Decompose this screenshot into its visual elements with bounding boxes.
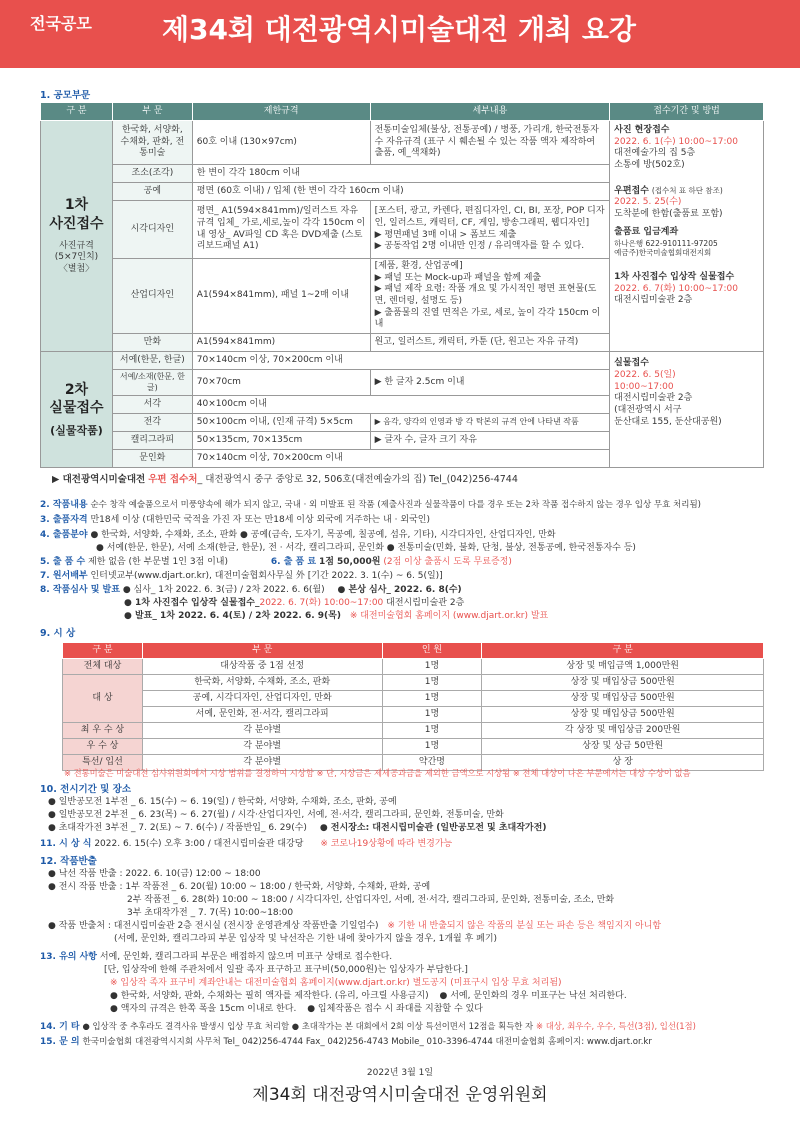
detail-cell: ▶ 음각, 양각의 인영과 방 각 탁본의 규격 안에 나타낸 작품 bbox=[370, 413, 610, 431]
reception-text: 하나은행 622-910111-97205 bbox=[614, 238, 718, 248]
footer-organizer: 제34회 대전광역시미술대전 운영위원회 bbox=[252, 1085, 548, 1105]
section-12-line: (서예, 문인화, 캘리그라피 부문 입상작 및 낙선작은 기한 내에 찾아가지 않을 경우, 1개월 후 폐기) bbox=[114, 934, 498, 944]
footer-date: 2022년 3월 1일 bbox=[366, 1068, 434, 1078]
size-cell: 50×135cm, 70×135cm bbox=[192, 431, 370, 449]
col-header: 구 분 bbox=[41, 103, 113, 121]
size-cell: A1(594×841mm) bbox=[192, 334, 370, 352]
reception-title: 우편접수 bbox=[614, 185, 649, 196]
reception-text: 대전예술가의 집 5층 bbox=[614, 148, 696, 159]
section-label: 5. 출 품 수 bbox=[40, 557, 86, 567]
reception-cell-2 bbox=[610, 352, 764, 468]
award-prize: 상장 및 상금 50만원 bbox=[482, 739, 764, 755]
award-name: 특선/ 입선 bbox=[63, 755, 143, 771]
section-text: 서예, 문인화, 캘리그라피 부문은 배접하지 않으며 미표구 상태로 접수한다. bbox=[99, 952, 393, 962]
size-cell: 평면_ A1(594×841mm)/일러스트 자유규격 입체_ 가로,세로,높이 각각 150cm 이내 영상_ AV파일 CD 혹은 DVD제출 (스토리보드패널 A1) bbox=[192, 201, 370, 259]
detail-cell: 원고, 일러스트, 캐릭터, 카툰 (단, 원고는 자유 규격) bbox=[370, 334, 610, 352]
section-note: (2점 이상 출품시 도록 무료증정) bbox=[383, 557, 512, 567]
award-count: 1명 bbox=[382, 675, 482, 691]
section-text: ● 전시장소: 대전시립미술관 (일반공모전 및 초대작가전) bbox=[319, 823, 547, 833]
col-header: 인 원 bbox=[382, 643, 482, 659]
section-2 bbox=[40, 500, 701, 512]
award-field: 대상작품 중 1점 선정 bbox=[142, 659, 382, 675]
reception-cell-1 bbox=[610, 121, 764, 352]
reception-text: 대전시립미술관 2층 bbox=[614, 295, 693, 306]
reception-text: 도착분에 한함(출품료 포함) bbox=[614, 209, 723, 220]
section-13-line: [단, 입상작에 한해 주관처에서 일괄 족자 표구하고 표구비(50,000원)는 입상자가 부담한다.] bbox=[104, 965, 468, 975]
sub-cell: 서예/소재(한문, 한글) bbox=[112, 370, 192, 396]
section-label: 14. 기 타 bbox=[40, 1022, 80, 1032]
section-label: 3. 출품자격 bbox=[40, 515, 88, 525]
section-label: 13. 유의 사항 bbox=[40, 952, 97, 962]
section-4 bbox=[40, 530, 556, 542]
section-text: ● 발표_ 1차 2022. 6. 4(토) / 2차 2022. 6. 9(목) bbox=[124, 611, 341, 621]
award-field: 공예, 시각디자인, 산업디자인, 만화 bbox=[142, 691, 382, 707]
section-10-line: ● 일반공모전 1부전 _ 6. 15(수) ~ 6. 19(일) / 한국화, 서양화, 수채화, 조소, 판화, 공예 bbox=[48, 797, 397, 807]
col-header: 세부내용 bbox=[370, 103, 610, 121]
detail-line: [제품, 환경, 산업공예] bbox=[374, 261, 463, 271]
detail-cell bbox=[370, 259, 610, 334]
award-name: 최 우 수 상 bbox=[63, 723, 143, 739]
detail-line: ▶ 공동작업 2명 이내만 인정 / 유리액자를 할 수 있다. bbox=[374, 241, 585, 252]
section-text: ● 입체작품은 접수 시 좌대를 지참할 수 있다 bbox=[307, 1004, 483, 1014]
mail-text: _ 대전광역시 중구 중앙로 32, 506호(대전예술가의 집) Tel_(042)256-4744 bbox=[197, 474, 518, 485]
section-text: 2022. 6. 15(수) 오후 3:00 / 대전시립미술관 대강당 bbox=[94, 839, 304, 849]
mail-address bbox=[52, 474, 518, 486]
section-14 bbox=[40, 1021, 696, 1034]
detail-line: ▶ 평면패널 3매 이내 > 폼보드 제출 bbox=[374, 229, 517, 240]
section-12-line: 2부 작품전 _ 6. 28(화) 10:00 ~ 18:00 / 시각디자인, 산업디자인, 서예, 전·서각, 캘리그라피, 문인화, 전통미술, 조소, 만화 bbox=[127, 895, 615, 905]
cat2-line: (실물작품) bbox=[50, 423, 103, 437]
page-title: 제34회 대전광역시미술대전 개최 요강 bbox=[162, 13, 636, 46]
section-text: 만18세 이상 (대한민국 국적을 가진 자 또는 만18세 이상 외국에 거주하는 내 · 외국인) bbox=[90, 515, 430, 525]
cat1-line: (5×7인치) bbox=[54, 252, 99, 263]
section-13 bbox=[40, 952, 392, 964]
reception-date: 2022. 5. 25(수) bbox=[614, 197, 682, 208]
section-label: 7. 원서배부 bbox=[40, 571, 88, 581]
section-13-note: ※ 입상작 족자 표구비 계좌안내는 대전미술협회 홈페이지(www.djart.or.kr) 별도공지 (미표구시 입상 무효 처리됨) bbox=[110, 978, 562, 988]
size-cell: 70×140cm 이상, 70×200cm 이내 bbox=[192, 449, 609, 467]
section-8-line3 bbox=[124, 611, 548, 623]
section-12-title: 12. 작품반출 bbox=[40, 856, 97, 867]
reception-date: 2022. 6. 7(화) 10:00~17:00 bbox=[614, 283, 738, 294]
award-count: 1명 bbox=[382, 723, 482, 739]
section-label: 6. 출 품 료 bbox=[270, 557, 317, 567]
section-label: 15. 문 의 bbox=[40, 1037, 80, 1047]
section-7 bbox=[40, 571, 443, 583]
section-note: ※ 대상, 최우수, 우수, 특선(3점), 입선(1점) bbox=[536, 1021, 696, 1031]
section-13-line bbox=[110, 1004, 483, 1016]
section-label: 2. 작품내용 bbox=[40, 500, 88, 510]
cat1-line: 1차 bbox=[64, 197, 89, 214]
reception-text: (대전광역시 서구 bbox=[614, 404, 682, 415]
award-count: 1명 bbox=[382, 691, 482, 707]
section-15 bbox=[40, 1037, 652, 1049]
section-4-line2: ● 서예(한문, 한문), 서예 소재(한글, 한문), 전 · 서각, 캘리그라피, 문인화 ● 전통미술(민화, 불화, 단청, 불상, 전통공예, 한국전통자수 등) bbox=[96, 543, 636, 553]
mail-prefix: ▶ 대전광역시미술대전 bbox=[52, 474, 146, 485]
award-name: 전체 대상 bbox=[63, 659, 143, 675]
section-text: ● 초대작가전 3부전 _ 7. 2(토) ~ 7. 6(수) / 작품반입_ 6. 29(수) bbox=[48, 823, 307, 833]
detail-cell: ▶ 글자 수, 글자 크기 자유 bbox=[370, 431, 610, 449]
award-count: 약간명 bbox=[382, 755, 482, 771]
award-prize: 상장 및 매입금액 1,000만원 bbox=[482, 659, 764, 675]
cat1-line: 사진접수 bbox=[49, 215, 104, 232]
reception-date: 2022. 6. 1(수) 10:00~17:00 bbox=[614, 136, 738, 147]
category-1 bbox=[41, 121, 113, 352]
reception-text: 예금주)한국미술협회대전지회 bbox=[614, 248, 712, 258]
detail-line: [포스터, 광고, 카렌다, 편집디자인, CI, BI, 포장, POP 디자인, 일러스트, 캐릭터, CF, 게임, 방송그래픽, 웹디자인] bbox=[374, 206, 605, 228]
award-prize: 상장 및 매입상금 500만원 bbox=[482, 707, 764, 723]
award-count: 1명 bbox=[382, 707, 482, 723]
size-cell: 평면 (60호 이내) / 입체 (한 변이 각각 160cm 이내) bbox=[192, 183, 609, 201]
award-name: 대 상 bbox=[63, 675, 143, 723]
detail-cell: 전통미술입체(불상, 전통공예) / 병풍, 가리개, 한국전통자수 자유규격 (표구 시 훼손될 수 있는 작품 액자 제작하여 출품, 예_색채화) bbox=[370, 121, 610, 165]
size-cell: 70×140cm 이상, 70×200cm 이내 bbox=[192, 352, 609, 370]
section-text: 대전시립미술관 2층 bbox=[383, 598, 465, 608]
reception-title: 1차 사진접수 입상작 실물접수 bbox=[614, 272, 735, 282]
section-3 bbox=[40, 515, 430, 527]
section-text: ● 액자의 규격은 한쪽 폭을 15cm 이내로 한다. bbox=[110, 1004, 297, 1014]
section-8-line2 bbox=[124, 598, 464, 610]
size-cell: 한 변이 각각 180cm 이내 bbox=[192, 165, 609, 183]
sub-cell: 서예(한문, 한글) bbox=[112, 352, 192, 370]
section-text: ● 작품 반출처 : 대전시립미술관 2층 전시실 (전시장 운영관계상 작품반출 기일엄수) bbox=[48, 921, 379, 931]
sub-cell: 만화 bbox=[112, 334, 192, 352]
reception-title: 실물접수 bbox=[614, 358, 649, 369]
award-count: 1명 bbox=[382, 739, 482, 755]
detail-cell: ▶ 한 글자 2.5cm 이내 bbox=[370, 370, 610, 396]
reception-date: 2022. 6. 5(일) bbox=[614, 369, 676, 380]
section-10-line: ● 일반공모전 2부전 _ 6. 23(목) ~ 6. 27(월) / 시각·산업디자인, 서예, 전·서각, 캘리그라피, 문인화, 전통미술, 만화 bbox=[48, 810, 504, 820]
section-12-line bbox=[48, 921, 661, 933]
section-9-title: 9. 시 상 bbox=[40, 628, 76, 639]
section-text: ● 한국화, 서양화, 수채화, 조소, 판화 ● 공예(금속, 도자기, 목공예, 칠공예, 섬유, 기타), 시각디자인, 산업디자인, 만화 bbox=[90, 530, 556, 540]
section-text: 1점 50,000원 bbox=[318, 557, 381, 567]
section-12-line: ● 낙선 작품 반출 : 2022. 6. 10(금) 12:00 ~ 18:00 bbox=[48, 869, 261, 879]
section-12-line: ● 전시 작품 반출 : 1부 작품전 _ 6. 20(월) 10:00 ~ 18:00 / 한국화, 서양화, 수채화, 판화, 공예 bbox=[48, 882, 431, 892]
section-13-line bbox=[110, 991, 627, 1003]
sub-cell: 공예 bbox=[112, 183, 192, 201]
award-prize: 각 상장 및 매입상금 200만원 bbox=[482, 723, 764, 739]
award-count: 1명 bbox=[382, 659, 482, 675]
sub-cell: 산업디자인 bbox=[112, 259, 192, 334]
col-header: 부 문 bbox=[142, 643, 382, 659]
section-text: ● 본상 심사_ 2022. 6. 8(수) bbox=[337, 585, 462, 595]
section-10-title: 10. 전시기간 및 장소 bbox=[40, 784, 131, 795]
section-text: ● 1차 사진접수 입상작 실물접수_ bbox=[124, 598, 260, 608]
award-field: 각 분야별 bbox=[142, 723, 382, 739]
section-note: ※ 코로나19상황에 따라 변경가능 bbox=[320, 839, 453, 849]
size-cell: A1(594×841mm), 패널 1~2매 이내 bbox=[192, 259, 370, 334]
header-tag: 전국공모 bbox=[30, 14, 92, 33]
section-text: 한국미술협회 대전광역시지회 사무처 Tel_ 042)256-4744 Fax_ 042)256-4743 Mobile_ 010-3396-4744 대전미술협회 홈페이지: www.djart.or.kr bbox=[82, 1037, 652, 1047]
section-label: 8. 작품심사 및 발표 bbox=[40, 585, 120, 595]
reception-title: 사진 현장접수 bbox=[614, 125, 670, 135]
section-note: ※ 기한 내 반출되지 않은 작품의 분실 또는 파손 등은 책임지지 아니함 bbox=[387, 921, 662, 931]
col-header: 구 분 bbox=[63, 643, 143, 659]
sub-cell: 전각 bbox=[112, 413, 192, 431]
award-field: 서예, 문인화, 전·서각, 캘리그라피 bbox=[142, 707, 382, 723]
sub-cell: 조소(조각) bbox=[112, 165, 192, 183]
section-text: 제한 없음 (한 부문별 1인 3점 이내) bbox=[88, 557, 229, 567]
sub-cell: 한국화, 서양화, 수채화, 판화, 전통미술 bbox=[112, 121, 192, 165]
section-11 bbox=[40, 839, 452, 851]
reception-text: 대전시립미술관 2층 bbox=[614, 393, 693, 404]
reception-note: (접수처 표 하단 참조) bbox=[651, 185, 723, 195]
col-header: 제한규격 bbox=[192, 103, 370, 121]
section-text: ● 심사_ 1차 2022. 6. 3(금) / 2차 2022. 6. 6(월) bbox=[122, 585, 325, 595]
reception-title: 출품료 입금계좌 bbox=[614, 226, 679, 237]
col-header: 접수기간 및 방법 bbox=[610, 103, 764, 121]
section-1-title: 1. 공모부문 bbox=[40, 90, 91, 101]
cat1-line: 〈별첨〉 bbox=[58, 264, 95, 275]
section-label: 4. 출품분야 bbox=[40, 530, 88, 540]
sub-cell: 문인화 bbox=[112, 449, 192, 467]
detail-line: ▶ 출품물의 진열 면적은 가로, 세로, 높이 각각 150cm 이내 bbox=[374, 307, 601, 330]
section-text: ● 입상작 중 추후라도 결격사유 발생시 입상 무효 처리함 ● 초대작가는 본 대회에서 2회 이상 특선이면서 12점을 획득한 자 bbox=[82, 1021, 534, 1031]
award-prize: 상장 및 매입상금 500만원 bbox=[482, 691, 764, 707]
section-date: 2022. 6. 7(화) 10:00~17:00 bbox=[259, 598, 384, 608]
section-label: 11. 시 상 식 bbox=[40, 839, 92, 849]
cat2-line: 2차 bbox=[64, 382, 89, 399]
size-cell: 70×70cm bbox=[192, 370, 370, 396]
detail-line: ▶ 패널 제작 요령: 작품 개요 및 가시적인 평면 표현물(도면, 렌더링, 설명도 등) bbox=[374, 284, 597, 307]
section-text: 인터넷교부(www.djart.or.kr), 대전미술협회사무실 外 [기간 2022. 3. 1(수) ~ 6. 5(일)] bbox=[90, 571, 443, 581]
section-8 bbox=[40, 585, 462, 597]
sub-cell: 서각 bbox=[112, 395, 192, 413]
sub-cell: 시각디자인 bbox=[112, 201, 192, 259]
sub-cell: 캘리그라피 bbox=[112, 431, 192, 449]
detail-cell bbox=[370, 201, 610, 259]
reception-text: 소통에 방(502호) bbox=[614, 160, 685, 171]
award-field: 각 분야별 bbox=[142, 755, 382, 771]
section-5 bbox=[40, 557, 512, 569]
col-header: 부 문 bbox=[112, 103, 192, 121]
section-note: ※ 대전미술협회 홈페이지 (www.djart.or.kr) 발표 bbox=[349, 611, 549, 621]
section-text: ● 서예, 문인화의 경우 미표구는 낙선 처리한다. bbox=[439, 991, 627, 1001]
detail-line: ▶ 패널 또는 Mock-up과 패널을 함께 제출 bbox=[374, 272, 542, 283]
reception-date: 10:00~17:00 bbox=[614, 381, 674, 392]
award-name: 우 수 상 bbox=[63, 739, 143, 755]
cat2-line: 실물접수 bbox=[49, 400, 104, 417]
mail-label: 우편 접수처 bbox=[148, 474, 198, 485]
award-field: 한국화, 서양화, 수채화, 조소, 판화 bbox=[142, 675, 382, 691]
size-cell: 50×100cm 이내, (인재 규격) 5×5cm bbox=[192, 413, 370, 431]
section-text: 순수 창작 예술품으로서 미풍양속에 해가 되지 않고, 국내 · 외 미발표 된 작품 (제출사진과 실물작품이 다를 경우 또는 2차 작품 접수하지 않는 경우 입상 무효 처리됨) bbox=[90, 500, 701, 510]
category-2 bbox=[41, 352, 113, 468]
col-header: 구 분 bbox=[482, 643, 764, 659]
award-prize: 상 장 bbox=[482, 755, 764, 771]
award-field: 각 분야별 bbox=[142, 739, 382, 755]
section-text: ● 한국화, 서양화, 판화, 수채화는 필히 액자를 제작한다. (유리, 아크릴 사용금지) bbox=[110, 991, 429, 1001]
award-prize: 상장 및 매입상금 500만원 bbox=[482, 675, 764, 691]
section-12-line: 3부 초대작가전 _ 7. 7(목) 10:00~18:00 bbox=[127, 908, 294, 918]
section-10-line bbox=[48, 823, 546, 835]
award-table bbox=[62, 642, 764, 771]
size-cell: 40×100cm 이내 bbox=[192, 395, 609, 413]
category-table bbox=[40, 102, 764, 468]
reception-text: 둔산대로 155, 둔산대공원) bbox=[614, 416, 722, 427]
cat1-line: 사진규격 bbox=[59, 240, 94, 251]
header-banner bbox=[0, 0, 800, 68]
award-note: ※ 전통미술은 미술대전 심사위원회에서 시상 범위를 결정하여 시상함 ※ 단, 시상금은 제세공과금을 제외한 금액으로 시상됨 ※ 전체 대상이 나온 부문에서는 대상 수상이 없음 bbox=[64, 768, 691, 778]
size-cell: 60호 이내 (130×97cm) bbox=[192, 121, 370, 165]
